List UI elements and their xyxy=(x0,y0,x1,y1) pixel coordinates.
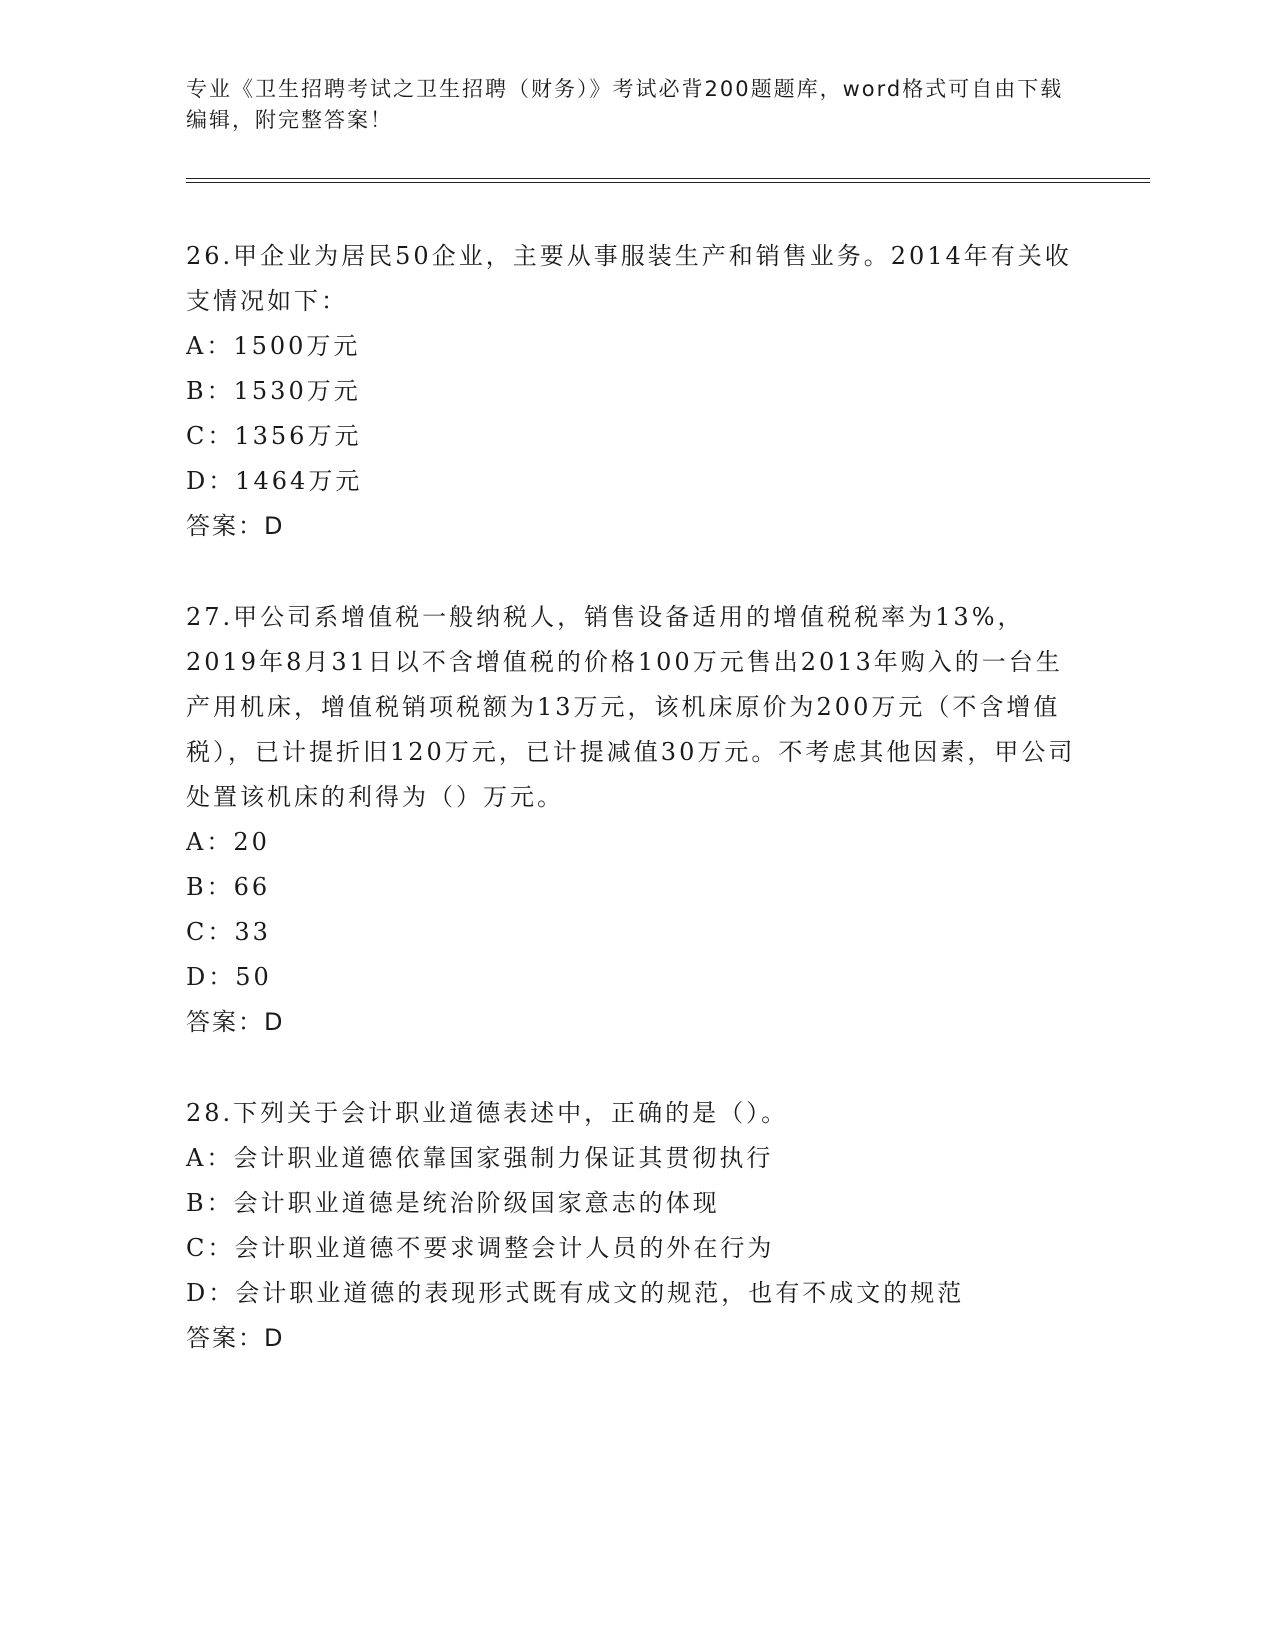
answer: 答案：D xyxy=(186,1008,285,1036)
question-list xyxy=(186,234,1086,1407)
option-d: D：50 xyxy=(186,963,272,991)
option-d: D：会计职业道德的表现形式既有成文的规范，也有不成文的规范 xyxy=(186,1279,965,1307)
document-header: 专业《卫生招聘考试之卫生招聘（财务）》考试必背200题题库，word格式可自由下载编辑，附完整答案！ xyxy=(186,77,1064,132)
question-27 xyxy=(186,595,1086,1045)
question-28 xyxy=(186,1091,1086,1361)
option-a: A：20 xyxy=(186,828,270,856)
answer: 答案：D xyxy=(186,512,285,540)
option-a: A：1500万元 xyxy=(186,332,361,360)
question-text: 28.下列关于会计职业道德表述中，正确的是（）。 xyxy=(186,1099,789,1127)
option-c: C：33 xyxy=(186,918,271,946)
option-c: C：1356万元 xyxy=(186,422,362,450)
option-a: A：会计职业道德依靠国家强制力保证其贯彻执行 xyxy=(186,1144,774,1172)
option-c: C：会计职业道德不要求调整会计人员的外在行为 xyxy=(186,1234,775,1262)
question-26 xyxy=(186,234,1086,549)
question-text: 26.甲企业为居民50企业，主要从事服装生产和销售业务。2014年有关收支情况如下： xyxy=(186,242,1072,315)
option-b: B：66 xyxy=(186,873,271,901)
question-text: 27.甲公司系增值税一般纳税人，销售设备适用的增值税税率为13%，2019年8月31日以不含增值税的价格100万元售出2013年购入的一台生产用机床，增值税销项税额为13万元，该机床原价为200万元（不含增值税），已计提折旧120万元，已计提减值30万元。不考虑其他因素，甲公司处置该机床的利得为（）万元。 xyxy=(186,603,1076,811)
answer: 答案：D xyxy=(186,1324,285,1352)
header-divider xyxy=(186,178,1150,183)
option-b: B：1530万元 xyxy=(186,377,361,405)
option-b: B：会计职业道德是统治阶级国家意志的体现 xyxy=(186,1189,720,1217)
option-d: D：1464万元 xyxy=(186,467,363,495)
